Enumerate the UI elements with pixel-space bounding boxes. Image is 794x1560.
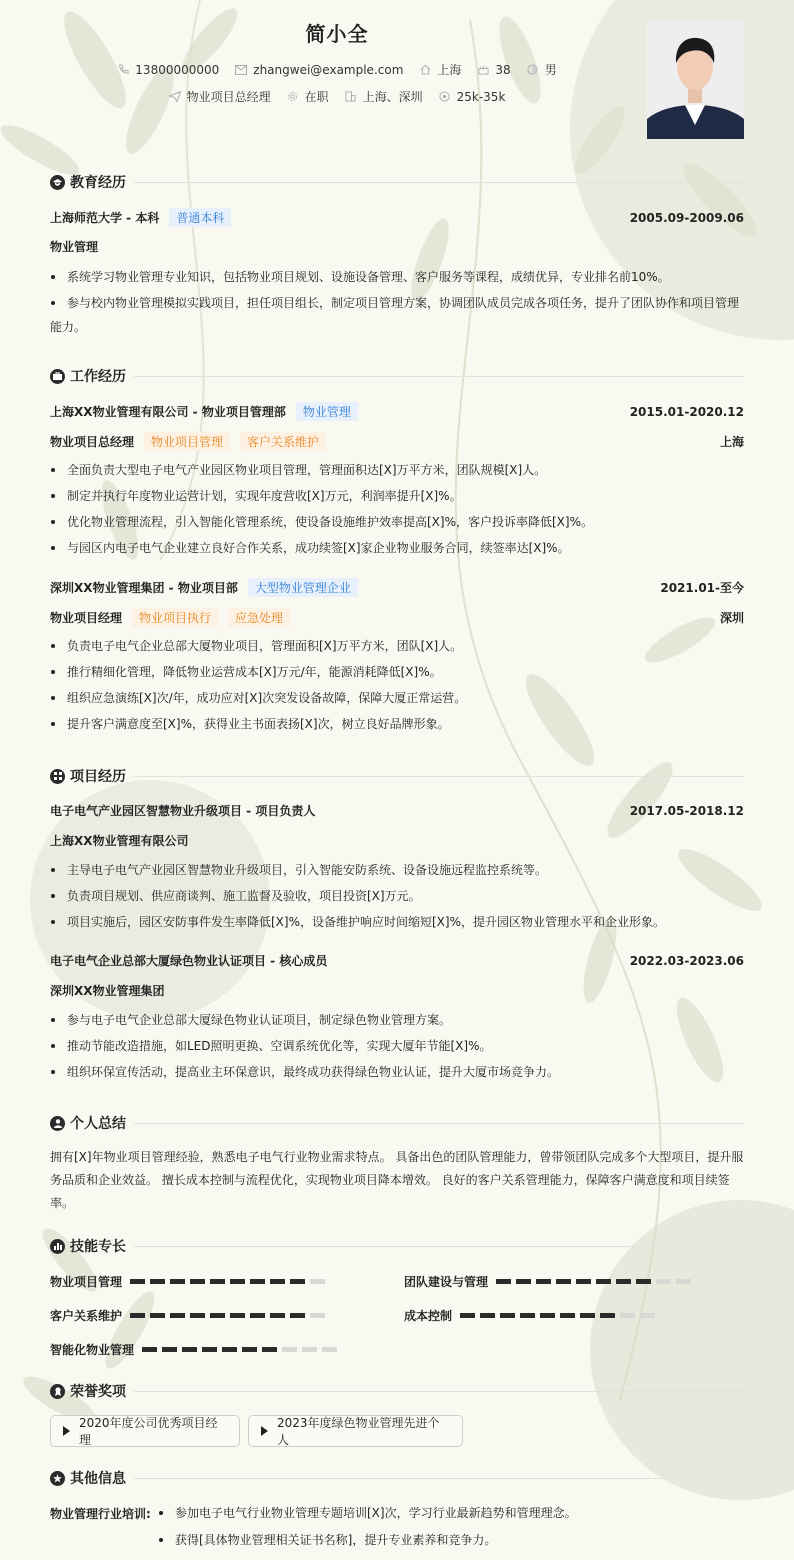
education-date: 2005.09-2009.06 [629, 210, 744, 225]
email-text: zhangwei@example.com [253, 62, 404, 77]
skill-level-bar [142, 1347, 342, 1352]
home-icon [419, 64, 431, 76]
skill-segment-filled [242, 1347, 257, 1352]
list-item-continuation: 能力。 [50, 320, 87, 334]
skill-segment-filled [182, 1347, 197, 1352]
skill-level-bar [460, 1313, 660, 1318]
skill-segment-filled [270, 1279, 285, 1284]
summary-line: 务品质和企业效益。 擅长成本控制与流程优化，实现物业项目降本增效。 良好的客户关系管理能力，保障客户满意度和项目续签 [50, 1173, 730, 1187]
job-role-row [50, 432, 744, 451]
skill-tag: 物业项目执行 [132, 608, 218, 627]
skill-segment-empty [302, 1347, 317, 1352]
skill-segment-filled [600, 1313, 615, 1318]
skill-segment-filled [540, 1313, 555, 1318]
contact-row [0, 61, 674, 78]
skill-segment-filled [576, 1279, 591, 1284]
project-date: 2017.05-2018.12 [629, 803, 744, 818]
briefcase-icon [50, 369, 65, 384]
award-icon [50, 1384, 65, 1399]
award-badge [50, 1415, 240, 1447]
skill-name: 智能化物业管理 [50, 1343, 135, 1357]
user-icon [50, 1116, 65, 1131]
skill-segment-filled [636, 1279, 651, 1284]
other-section-title: 其他信息 [50, 1468, 744, 1488]
skill-level-bar [130, 1279, 330, 1284]
phone-text: 13800000000 [135, 62, 220, 77]
skill-segment-filled [500, 1313, 515, 1318]
play-icon [63, 1426, 70, 1436]
project-date: 2022.03-2023.06 [629, 953, 744, 968]
major-row [50, 238, 744, 255]
skill-segment-empty [282, 1347, 297, 1352]
skill-item [50, 1273, 330, 1290]
project-name: 电子电气产业园区智慧物业升级项目 - 项目负责人 [50, 804, 316, 818]
status-text: 在职 [304, 90, 329, 104]
play-icon [261, 1426, 268, 1436]
skill-item [50, 1341, 342, 1358]
list-item: 优化物业管理流程，引入智能化管理系统，使设备设施维护效率提高[X]%，客户投诉率降低[X]%。 [50, 509, 744, 535]
city-item [419, 61, 461, 78]
skill-segment-filled [230, 1279, 245, 1284]
skill-segment-filled [222, 1347, 237, 1352]
gender-item [527, 61, 557, 78]
skill-segment-empty [620, 1313, 635, 1318]
graduation-cap-icon [50, 175, 65, 190]
list-item: 负责电子电气企业总部大厦物业项目，管理面积[X]万平方米，团队[X]人。 [50, 633, 744, 659]
project-org: 深圳XX物业管理集团 [50, 984, 165, 998]
list-item: 参与校内物业管理模拟实践项目，担任项目组长，制定项目管理方案，协调团队成员完成各项任务，提升了团队协作和项目管理 [50, 290, 744, 316]
skill-segment-filled [150, 1279, 165, 1284]
skill-segment-filled [250, 1313, 265, 1318]
job-date: 2021.01-至今 [660, 581, 744, 595]
list-item: 参与电子电气企业总部大厦绿色物业认证项目，制定绿色物业管理方案。 [50, 1007, 744, 1033]
skill-level-bar [496, 1279, 696, 1284]
education-header-row [50, 208, 744, 227]
salary-text: 25k-35k [456, 89, 506, 104]
skill-segment-filled [210, 1313, 225, 1318]
skill-segment-filled [616, 1279, 631, 1284]
company-tag: 大型物业管理企业 [248, 578, 358, 597]
job-header-row [50, 578, 744, 597]
honors-section-title: 荣誉奖项 [50, 1381, 744, 1401]
skill-item [404, 1273, 696, 1290]
phone-item [117, 63, 219, 77]
list-item: 参加电子电气行业物业管理专题培训[X]次，学习行业最新趋势和管理理念。 [158, 1500, 744, 1526]
gear-icon [287, 91, 299, 103]
skill-segment-filled [190, 1279, 205, 1284]
list-item: 负责项目规划、供应商谈判、施工监督及验收，项目投资[X]万元。 [50, 883, 744, 909]
project-org-row [50, 832, 744, 849]
project-header-row [50, 802, 744, 819]
money-icon [439, 91, 451, 103]
job-role: 物业项目经理 [50, 611, 123, 625]
gender-icon [527, 64, 539, 76]
age-item [477, 63, 510, 77]
skill-segment-filled [556, 1279, 571, 1284]
send-icon [169, 91, 181, 103]
city-text: 上海 [437, 63, 462, 77]
project-org: 上海XX物业管理有限公司 [50, 834, 189, 848]
job-date: 2015.01-2020.12 [629, 404, 744, 419]
company-name: 上海XX物业管理有限公司 - 物业项目管理部 [50, 405, 286, 419]
skill-segment-filled [290, 1313, 305, 1318]
skill-segment-filled [596, 1279, 611, 1284]
cake-icon [477, 64, 489, 76]
skill-segment-filled [460, 1313, 475, 1318]
job-role: 物业项目总经理 [50, 435, 135, 449]
skill-segment-filled [170, 1279, 185, 1284]
skill-segment-empty [310, 1279, 325, 1284]
projects-section-title: 项目经历 [50, 766, 744, 786]
award-badge [248, 1415, 463, 1447]
school-name: 上海师范大学 - 本科 [50, 211, 160, 225]
skill-segment-filled [202, 1347, 217, 1352]
candidate-name: 简小全 [305, 22, 369, 46]
skill-name: 团队建设与管理 [404, 1275, 489, 1289]
skills-section-title: 技能专长 [50, 1236, 744, 1256]
list-item: 组织环保宣传活动，提高业主环保意识，最终成功获得绿色物业认证，提升大厦市场竞争力。 [50, 1059, 744, 1085]
skill-segment-filled [262, 1347, 277, 1352]
skill-segment-filled [520, 1313, 535, 1318]
position-text: 物业项目总经理 [186, 90, 271, 104]
job-intent-row [0, 88, 674, 105]
list-item: 推动节能改造措施，如LED照明更换、空调系统优化等，实现大厦年节能[X]%。 [50, 1033, 744, 1059]
skill-segment-filled [290, 1279, 305, 1284]
list-item: 制定并执行年度物业运营计划，实现年度营收[X]万元，利润率提升[X]%。 [50, 483, 744, 509]
skill-segment-empty [310, 1313, 325, 1318]
skill-name: 成本控制 [404, 1309, 453, 1323]
project-header-row [50, 952, 744, 969]
summary-line: 拥有[X]年物业项目管理经验，熟悉电子电气行业物业需求特点。 具备出色的团队管理能力，曾带领团队完成多个大型项目，提升服 [50, 1150, 744, 1164]
avatar [647, 21, 744, 139]
phone-icon [117, 64, 129, 76]
job-role-row [50, 608, 744, 627]
project-org-row [50, 982, 744, 999]
position-item [169, 88, 271, 105]
list-item: 全面负责大型电子电气产业园区物业项目管理，管理面积达[X]万平方米，团队规模[X]人。 [50, 457, 744, 483]
job-header-row [50, 402, 744, 421]
skill-level-bar [130, 1313, 330, 1318]
skill-name: 物业项目管理 [50, 1275, 123, 1289]
summary-line: 率。 [50, 1196, 75, 1210]
skill-segment-filled [150, 1313, 165, 1318]
major-name: 物业管理 [50, 240, 99, 254]
status-item [287, 88, 329, 105]
email-item [235, 63, 403, 77]
mail-icon [235, 64, 247, 76]
education-section-title: 教育经历 [50, 172, 744, 192]
award-text: 2023年度绿色物业管理先进个人 [277, 1416, 440, 1447]
job-location: 深圳 [719, 611, 744, 625]
skill-segment-empty [640, 1313, 655, 1318]
target-city-text: 上海、深圳 [362, 90, 423, 104]
skill-segment-filled [190, 1313, 205, 1318]
school-tag: 普通本科 [169, 208, 231, 227]
list-item: 与园区内电子电气企业建立良好合作关系，成功续签[X]家企业物业服务合同，续签率达[X]%。 [50, 535, 744, 561]
job-location: 上海 [719, 435, 744, 449]
skill-item [404, 1307, 660, 1324]
award-text: 2020年度公司优秀项目经理 [79, 1416, 218, 1447]
skill-segment-filled [516, 1279, 531, 1284]
project-name: 电子电气企业总部大厦绿色物业认证项目 - 核心成员 [50, 954, 328, 968]
list-item: 获得[具体物业管理相关证书名称]，提升专业素养和竞争力。 [158, 1527, 744, 1553]
other-label: 物业管理行业培训: [50, 1507, 151, 1521]
skill-segment-filled [560, 1313, 575, 1318]
list-item: 组织应急演练[X]次/年，成功应对[X]次突发设备故障，保障大厦正常运营。 [50, 685, 744, 711]
skill-segment-filled [142, 1347, 157, 1352]
skill-tag: 应急处理 [228, 608, 290, 627]
building-icon [345, 91, 357, 103]
age-text: 38 [495, 62, 511, 77]
skill-segment-filled [170, 1313, 185, 1318]
skill-segment-filled [496, 1279, 511, 1284]
star-icon [50, 1471, 65, 1486]
list-item: 项目实施后，园区安防事件发生率降低[X]%，设备维护响应时间缩短[X]%，提升园区物业管理水平和企业形象。 [50, 909, 744, 935]
skill-segment-filled [230, 1313, 245, 1318]
skill-tag: 客户关系维护 [240, 432, 326, 451]
skill-name: 客户关系维护 [50, 1309, 123, 1323]
skill-segment-filled [250, 1279, 265, 1284]
list-item: 主导电子电气产业园区智慧物业升级项目，引入智能安防系统、设备设施远程监控系统等。 [50, 857, 744, 883]
list-item: 推行精细化管理，降低物业运营成本[X]万元/年，能源消耗降低[X]%。 [50, 659, 744, 685]
list-item: 提升客户满意度至[X]%，获得业主书面表扬[X]次，树立良好品牌形象。 [50, 711, 744, 737]
summary-section-title: 个人总结 [50, 1113, 744, 1133]
skill-segment-filled [270, 1313, 285, 1318]
salary-item [439, 90, 506, 104]
target-city-item [345, 88, 423, 105]
skill-segment-empty [656, 1279, 671, 1284]
skill-segment-filled [536, 1279, 551, 1284]
skill-segment-filled [580, 1313, 595, 1318]
bar-chart-icon [50, 1239, 65, 1254]
skill-tag: 物业项目管理 [144, 432, 230, 451]
grid-icon [50, 769, 65, 784]
skill-segment-empty [676, 1279, 691, 1284]
company-name: 深圳XX物业管理集团 - 物业项目部 [50, 581, 238, 595]
list-item: 系统学习物业管理专业知识，包括物业项目规划、设施设备管理、客户服务等课程，成绩优异，专业排名前10%。 [50, 264, 744, 290]
gender-text: 男 [544, 63, 557, 77]
company-tag: 物业管理 [296, 402, 358, 421]
work-section-title: 工作经历 [50, 366, 744, 386]
skill-segment-filled [130, 1313, 145, 1318]
skill-segment-filled [210, 1279, 225, 1284]
skill-item [50, 1307, 330, 1324]
skill-segment-filled [130, 1279, 145, 1284]
skill-segment-empty [322, 1347, 337, 1352]
skill-segment-filled [162, 1347, 177, 1352]
skill-segment-filled [480, 1313, 495, 1318]
